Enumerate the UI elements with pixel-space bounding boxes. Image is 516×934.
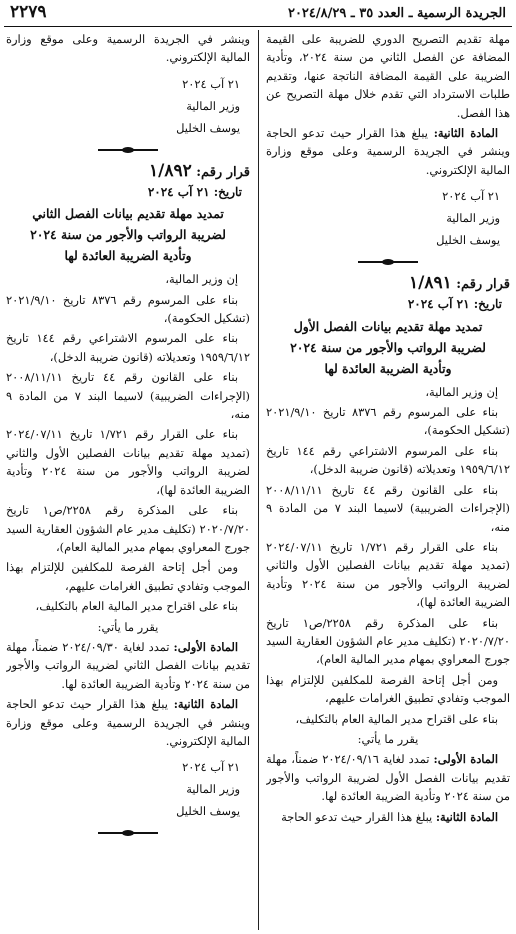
section-divider bbox=[98, 830, 158, 836]
decision-title bbox=[266, 316, 510, 379]
signature-role: وزير المالية bbox=[186, 782, 240, 797]
columns bbox=[6, 30, 510, 930]
continued-text: مهلة تقديم التصريح الدوري للضريبة على القيمة المضافة عن الفصل الثاني من سنة ٢٠٢٤، وتأدية الضريبة على القيمة المضافة الناتجة عنها، وتقديم طلبات الاسترداد التي تقدم خلال مهلة التصريح عن هذا الفصل. bbox=[266, 32, 510, 120]
section-divider bbox=[358, 259, 418, 265]
preamble-line: إن وزير المالية، bbox=[425, 384, 498, 399]
page-number: ٢٢٧٩ bbox=[10, 2, 47, 22]
section-divider bbox=[98, 147, 158, 153]
preamble-line: بناء على اقتراح مدير المالية العام بالتكليف، bbox=[295, 711, 498, 726]
signature-block bbox=[266, 185, 510, 251]
article-2-label: المادة الثانية: bbox=[433, 126, 498, 141]
decides-line: يقرر ما يأتي: bbox=[357, 731, 419, 746]
article-2-text: يبلغ هذا القرار حيث تدعو الحاجة وينشر في الجريدة الرسمية وعلى موقع وزارة المالية الإلكتروني. bbox=[266, 126, 510, 177]
signature-block bbox=[6, 756, 250, 822]
signature-name: يوسف الخليل bbox=[436, 233, 500, 248]
signature-role: وزير المالية bbox=[446, 211, 500, 226]
article-1-label: المادة الأولى: bbox=[173, 639, 238, 654]
article-1 bbox=[6, 638, 250, 693]
decision-number bbox=[6, 161, 250, 183]
column-divider bbox=[258, 30, 259, 930]
article-2-text: يبلغ هذا القرار حيث تدعو الحاجة bbox=[281, 809, 436, 824]
signature-role: وزير المالية bbox=[186, 98, 240, 113]
left-column bbox=[6, 30, 250, 930]
gazette-title: الجريدة الرسمية ـ العدد ٣٥ ـ ٢٠٢٤/٨/٢٩ bbox=[287, 6, 506, 21]
preamble-line: بناء على المذكرة رقم ٢٢٥٨/ص١ تاريخ ٢٠٢٠/٧/٢٠ (تكليف مدير عام الشؤون العقارية السيد جورج المعراوي بمهام مدير المالية العام)، bbox=[266, 615, 510, 667]
signature-block bbox=[6, 73, 250, 139]
article-1 bbox=[266, 750, 510, 805]
preamble-line: ومن أجل إتاحة الفرصة للمكلفين للإلتزام بهذا الموجب وتفادي تطبيق الغرامات عليهم، bbox=[6, 560, 250, 593]
decision-title-line: وتأدية الضريبة العائدة لها bbox=[324, 360, 452, 376]
signature-name: يوسف الخليل bbox=[176, 120, 240, 135]
decision-number-value: ١/٨٩١ bbox=[408, 273, 452, 294]
decision-title bbox=[6, 203, 250, 266]
signature-date: ٢١ آب ٢٠٢٤ bbox=[182, 760, 240, 775]
continued-text: وينشر في الجريدة الرسمية وعلى موقع وزارة المالية الإلكتروني. bbox=[6, 32, 250, 65]
decision-title-line: تمديد مهلة تقديم بيانات الفصل الأول bbox=[293, 318, 483, 334]
preamble-line: بناء على القانون رقم ٤٤ تاريخ ٢٠٠٨/١١/١١ (الإجراءات الضريبية) لاسيما البند ٧ من المادة ٩ منه، bbox=[266, 482, 510, 534]
decision-number-label: قرار رقم: bbox=[451, 277, 510, 293]
preamble-line: بناء على المذكرة رقم ٢٢٥٨/ص١ تاريخ ٢٠٢٠/٧/٢٠ (تكليف مدير عام الشؤون العقارية السيد جورج المعراوي بمهام مدير المالية العام)، bbox=[6, 503, 250, 554]
article-1-text: تمدد لغاية ٢٠٢٤/٠٩/١٦ ضمناً، مهلة تقديم بيانات الفصل الأول لضريبة الرواتب والأجور من سنة ٢٠٢٤ وتأدية الضريبة العائدة لها. bbox=[266, 752, 510, 804]
decision-number-label: قرار رقم: bbox=[191, 164, 250, 180]
preamble-line: بناء على المرسوم رقم ٨٣٧٦ تاريخ ٢٠٢١/٩/١٠ (تشكيل الحكومة)، bbox=[266, 405, 510, 438]
right-column bbox=[266, 30, 510, 930]
preamble-line: بناء على المرسوم رقم ٨٣٧٦ تاريخ ٢٠٢١/٩/١٠ (تشكيل الحكومة)، bbox=[6, 292, 250, 326]
preamble-line: بناء على المرسوم الاشتراعي رقم ١٤٤ تاريخ ١٩٥٩/٦/١٢ وتعديلاته (قانون ضريبة الدخل)، bbox=[6, 331, 250, 364]
preamble-line: بناء على القرار رقم ١/٧٢١ تاريخ ٢٠٢٤/٠٧/١١ (تمديد مهلة تقديم بيانات الفصلين الأول والثاني لضريبة الرواتب والأجور من سنة ٢٠٢٤ وتأدية الضريبة العائدة لها)، bbox=[6, 427, 250, 497]
signature-date: ٢١ آب ٢٠٢٤ bbox=[442, 189, 500, 204]
preamble-line: بناء على القرار رقم ١/٧٢١ تاريخ ٢٠٢٤/٠٧/١١ (تمديد مهلة تقديم بيانات الفصلين الأول والثاني لضريبة الرواتب والأجور من سنة ٢٠٢٤ وتأدية الضريبة العائدة لها)، bbox=[266, 539, 510, 610]
signature-name: يوسف الخليل bbox=[176, 804, 240, 819]
article-1-label: المادة الأولى: bbox=[433, 752, 498, 767]
article-2-text: يبلغ هذا القرار حيث تدعو الحاجة وينشر في الجريدة الرسمية وعلى موقع وزارة المالية الإلكتروني. bbox=[6, 697, 250, 748]
decision-title-line: وتأدية الضريبة العائدة لها bbox=[64, 248, 192, 264]
preamble-line: بناء على المرسوم الاشتراعي رقم ١٤٤ تاريخ ١٩٥٩/٦/١٢ وتعديلاته (قانون ضريبة الدخل)، bbox=[266, 443, 510, 477]
article-2 bbox=[266, 124, 510, 179]
article-2 bbox=[6, 695, 250, 750]
preamble-line: ومن أجل إتاحة الفرصة للمكلفين للإلتزام بهذا الموجب وتفادي تطبيق الغرامات عليهم، bbox=[266, 672, 510, 706]
article-2-label: المادة الثانية: bbox=[435, 809, 498, 824]
decision-number bbox=[266, 273, 510, 295]
preamble-line: بناء على القانون رقم ٤٤ تاريخ ٢٠٠٨/١١/١١ (الإجراءات الضريبية) لاسيما البند ٧ من المادة ٩ منه، bbox=[6, 370, 250, 422]
decision-date: تاريخ: ٢١ آب ٢٠٢٤ bbox=[147, 184, 242, 199]
decision-title-line: تمديد مهلة تقديم بيانات الفصل الثاني bbox=[32, 206, 224, 222]
decision-title-line: لضريبة الرواتب والأجور من سنة ٢٠٢٤ bbox=[30, 227, 226, 243]
article-2 bbox=[266, 808, 510, 826]
decision-number-value: ١/٨٩٢ bbox=[148, 160, 192, 181]
article-1-text: تمدد لغاية ٢٠٢٤/٠٩/٣٠ ضمناً، مهلة تقديم بيانات الفصل الثاني لضريبة الرواتب والأجور من سنة ٢٠٢٤ وتأدية الضريبة العائدة لها. bbox=[6, 639, 250, 691]
decision-date: تاريخ: ٢١ آب ٢٠٢٤ bbox=[407, 297, 502, 312]
article-2-label: المادة الثانية: bbox=[173, 697, 238, 712]
decision-title-line: لضريبة الرواتب والأجور من سنة ٢٠٢٤ bbox=[290, 339, 486, 355]
preamble-line: إن وزير المالية، bbox=[165, 272, 238, 287]
decides-line: يقرر ما يأتي: bbox=[97, 619, 159, 634]
preamble-line: بناء على اقتراح مدير المالية العام بالتكليف، bbox=[35, 599, 238, 614]
page-header bbox=[4, 0, 512, 27]
signature-date: ٢١ آب ٢٠٢٤ bbox=[182, 76, 240, 91]
